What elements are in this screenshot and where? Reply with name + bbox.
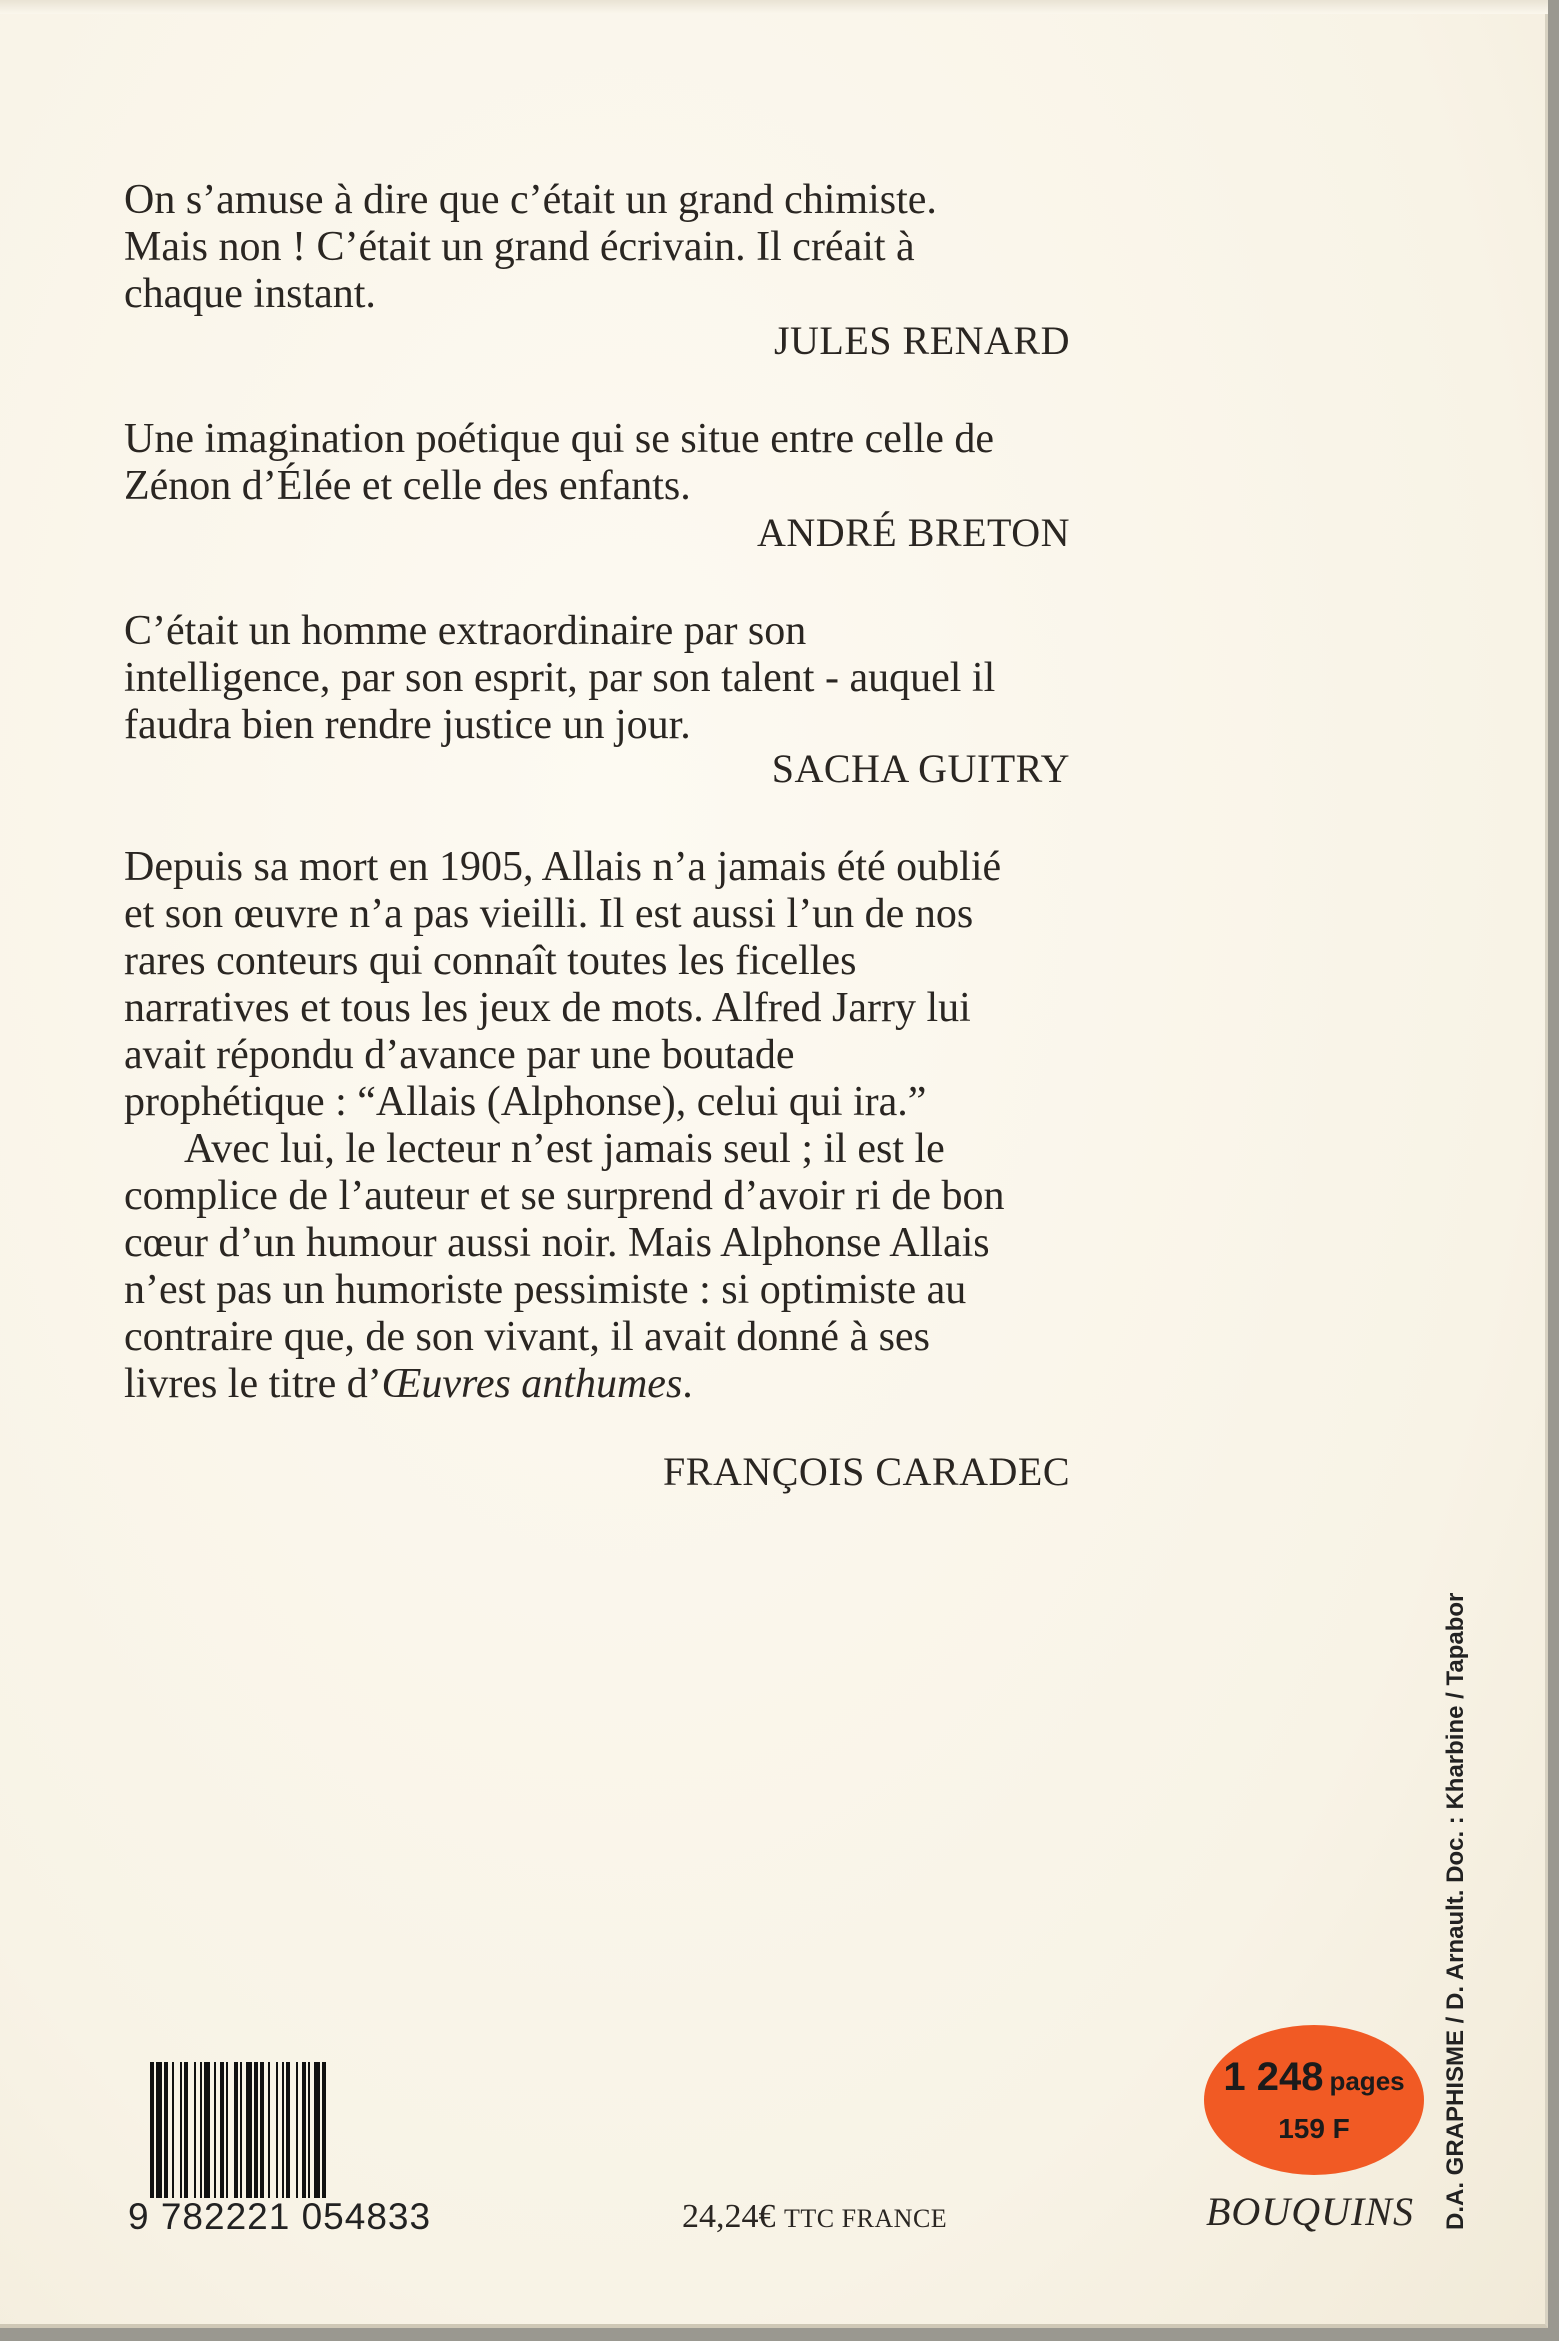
text-line: avait répondu d’avance par une boutade bbox=[124, 1032, 795, 1078]
quote-breton bbox=[124, 416, 1084, 510]
text-line: contraire que, de son vivant, il avait donné à ses bbox=[124, 1314, 930, 1360]
text-line: Depuis sa mort en 1905, Allais n’a jamais été oublié bbox=[124, 844, 1002, 890]
text-line: rares conteurs qui connaît toutes les ficelles bbox=[124, 938, 857, 984]
quote-guitry bbox=[124, 608, 1084, 749]
presentation-author: FRANÇOIS CARADEC bbox=[663, 1449, 1070, 1494]
barcode-bar bbox=[326, 2062, 328, 2198]
presentation-text bbox=[124, 844, 1084, 1408]
text-line: n’est pas un humoriste pessimiste : si optimiste au bbox=[124, 1267, 967, 1313]
quote-author: JULES RENARD bbox=[773, 318, 1070, 363]
quote-line: Mais non ! C’était un grand écrivain. Il créait à bbox=[124, 224, 915, 270]
price bbox=[682, 2198, 947, 2236]
cover-top-edge bbox=[0, 0, 1548, 14]
text-line bbox=[124, 1361, 1084, 1408]
text-line: prophétique : “Allais (Alphonse), celui qui ira.” bbox=[124, 1079, 927, 1125]
quote-line: Zénon d’Élée et celle des enfants. bbox=[124, 463, 691, 509]
barcode-digits: 9 782221 054833 bbox=[128, 2196, 432, 2237]
price-amount: 24,24€ bbox=[682, 2198, 776, 2235]
text-line: narratives et tous les jeux de mots. Alfred Jarry lui bbox=[124, 985, 971, 1031]
franc-price: 159 F bbox=[1278, 2113, 1350, 2144]
barcode bbox=[150, 2062, 490, 2198]
quote-line: chaque instant. bbox=[124, 271, 376, 317]
text-fragment: livres le titre d’ bbox=[124, 1361, 382, 1407]
text-line: complice de l’auteur et se surprend d’avoir ri de bon bbox=[124, 1173, 1005, 1219]
text-line: et son œuvre n’a pas vieilli. Il est aussi l’un de nos bbox=[124, 891, 974, 937]
quote-line: intelligence, par son esprit, par son talent - auquel il bbox=[124, 655, 996, 701]
quote-author: SACHA GUITRY bbox=[771, 746, 1070, 791]
text-line: cœur d’un humour aussi noir. Mais Alphonse Allais bbox=[124, 1220, 990, 1266]
page-count: 1 248 bbox=[1223, 2055, 1324, 2099]
page-count-badge bbox=[1204, 2025, 1424, 2175]
publisher-name: BOUQUINS bbox=[1206, 2189, 1414, 2234]
text-line: Avec lui, le lecteur n’est jamais seul ; il est le bbox=[184, 1126, 945, 1172]
pages-label: pages bbox=[1329, 2066, 1405, 2096]
price-label: TTC FRANCE bbox=[784, 2204, 948, 2233]
text-fragment: . bbox=[682, 1361, 693, 1407]
quote-line: Une imagination poétique qui se situe entre celle de bbox=[124, 416, 995, 462]
quote-line: C’était un homme extraordinaire par son bbox=[124, 608, 807, 654]
design-credits: D.A. GRAPHISME / D. Arnault. Doc. : Kharbine / Tapabor bbox=[1442, 1592, 1469, 2230]
quote-line: On s’amuse à dire que c’était un grand chimiste. bbox=[124, 177, 937, 223]
quote-author: ANDRÉ BRETON bbox=[756, 510, 1070, 555]
badge-pages-line bbox=[1204, 2055, 1424, 2100]
quote-renard bbox=[124, 177, 1084, 318]
book-title: Œuvres anthumes bbox=[381, 1361, 683, 1407]
quote-line: faudra bien rendre justice un jour. bbox=[124, 702, 691, 748]
